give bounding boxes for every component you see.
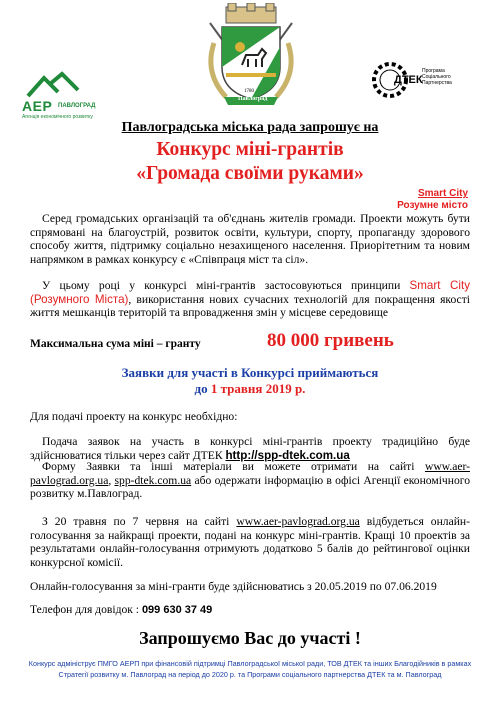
welcome-heading: Запрошуємо Вас до участі !: [139, 628, 361, 648]
aep-logo: [22, 70, 117, 120]
smart-para-part1: У цьому році у конкурсі міні-грантів застосовуються принципи: [42, 279, 410, 292]
max-sum-amount: 80 000 гривень: [267, 330, 394, 351]
contest-title-line1: Конкурс міні-грантів: [156, 139, 344, 160]
smart-city-paragraph: [30, 279, 470, 320]
phone-number[interactable]: 099 630 37 49: [141, 604, 213, 616]
submit-text: Подача заявок на участь в конкурсі міні-грантів проекту традиційно буде здійснюватися тільки через сайт ДТЕК: [30, 435, 470, 462]
aep-subtitle: Агенція економічного розвитку: [22, 114, 93, 120]
dtek-name: ДТЕК: [394, 74, 423, 86]
smart-para-smart-city: Smart City: [409, 279, 470, 292]
aer-site-link[interactable]: www.aer-pavlograd.org.ua: [30, 460, 470, 487]
aep-name: АЕР: [22, 98, 53, 114]
phone-label: Телефон для довідок :: [30, 603, 142, 616]
form-text1: Форму Заявки та інші матеріали ви можете отримати на сайті: [42, 460, 425, 473]
dtek-program: Програма Соціального Партнерства: [422, 68, 452, 86]
form-sep: ,: [108, 473, 115, 487]
deadline-date: 1 травня 2019 р.: [210, 381, 306, 396]
applications-deadline: [0, 381, 500, 397]
invite-heading: Павлоградська міська рада запрошує на: [121, 120, 379, 135]
online-voting-dates: Онлайн-голосування за міні-гранти буде здійснюватись з 20.05.2019 по 07.06.2019: [30, 580, 437, 593]
contest-title-line2: «Громада своїми руками»: [136, 163, 364, 184]
smart-city-ua: Розумне місто: [397, 200, 468, 211]
applications-heading: Заявки для участі в Конкурсі приймаються: [121, 365, 379, 380]
contest-title: [0, 138, 500, 186]
aep-city: ПАВЛОГРАД: [58, 103, 96, 109]
spp-dtek-site-link[interactable]: spp-dtek.com.ua: [114, 473, 192, 487]
form-text2: або одержати інформацію в офісі Агенції економічного розвитку м.Павлоград.: [30, 473, 471, 500]
smart-city-label: [397, 188, 468, 212]
footer-note: Конкурс адмініструє ПМГО АЕРП при фінансовій підтримці Павлоградської міської ради, ТОВ ДТЕК та інших Благодійників в рамках Стратегії розвитку м. Павлоград на період до 2020 р. та Програми соціального партнерства ДТЕК та м. Павлоград: [28, 659, 472, 679]
spp-dtek-link[interactable]: http://spp-dtek.com.ua: [225, 448, 350, 462]
aer-vote-link[interactable]: www.aer-pavlograd.org.ua: [236, 515, 360, 528]
max-sum-label: Максимальна сума міні – гранту: [30, 338, 201, 350]
vote-text2: відбудеться онлайн-голосування за найкращі проекти, подані на конкурс міні-грантів. Кращі 10 проектів за результатами онлайн-голосування отримують додатково 5 балів до рейтингової оцінки конкурсної комісії.: [30, 515, 470, 569]
phone-info: [30, 603, 212, 616]
smart-city-en: Smart City: [417, 188, 468, 199]
smart-para-smart-city-ua: (Розумного Міста): [30, 292, 129, 306]
dtek-logo: [366, 60, 476, 110]
vote-text1: З 20 травня по 7 червня на сайті: [42, 515, 237, 528]
voting-paragraph: [30, 515, 470, 569]
requirements-heading: Для подачі проекту на конкурс необхідно:: [30, 410, 238, 423]
house-roof-icon: [22, 70, 82, 100]
smart-para-part2: , використання нових сучасних технологій для покращення якості життя мешканців територій та впровадження змін у місцеве середовище: [30, 292, 470, 319]
coat-of-arms: [196, 3, 306, 111]
submit-paragraph: [30, 435, 470, 462]
coat-ribbon: Павлоград: [238, 96, 268, 102]
intro-paragraph: Серед громадських організацій та об'єднань жителів громади. Проекти можуть бути спрямовані на благоустрій, розвиток освіти, культури, спорту, пропаганду здорового способу життя, підтримку соціально незахищеного населення. Приорітетним та новим напрямком в рамках конкурсу є «Співпраця міст та сіл».: [30, 212, 470, 266]
deadline-prefix: до: [194, 381, 211, 396]
form-paragraph: [30, 460, 470, 501]
coat-year: 1780: [244, 89, 254, 94]
